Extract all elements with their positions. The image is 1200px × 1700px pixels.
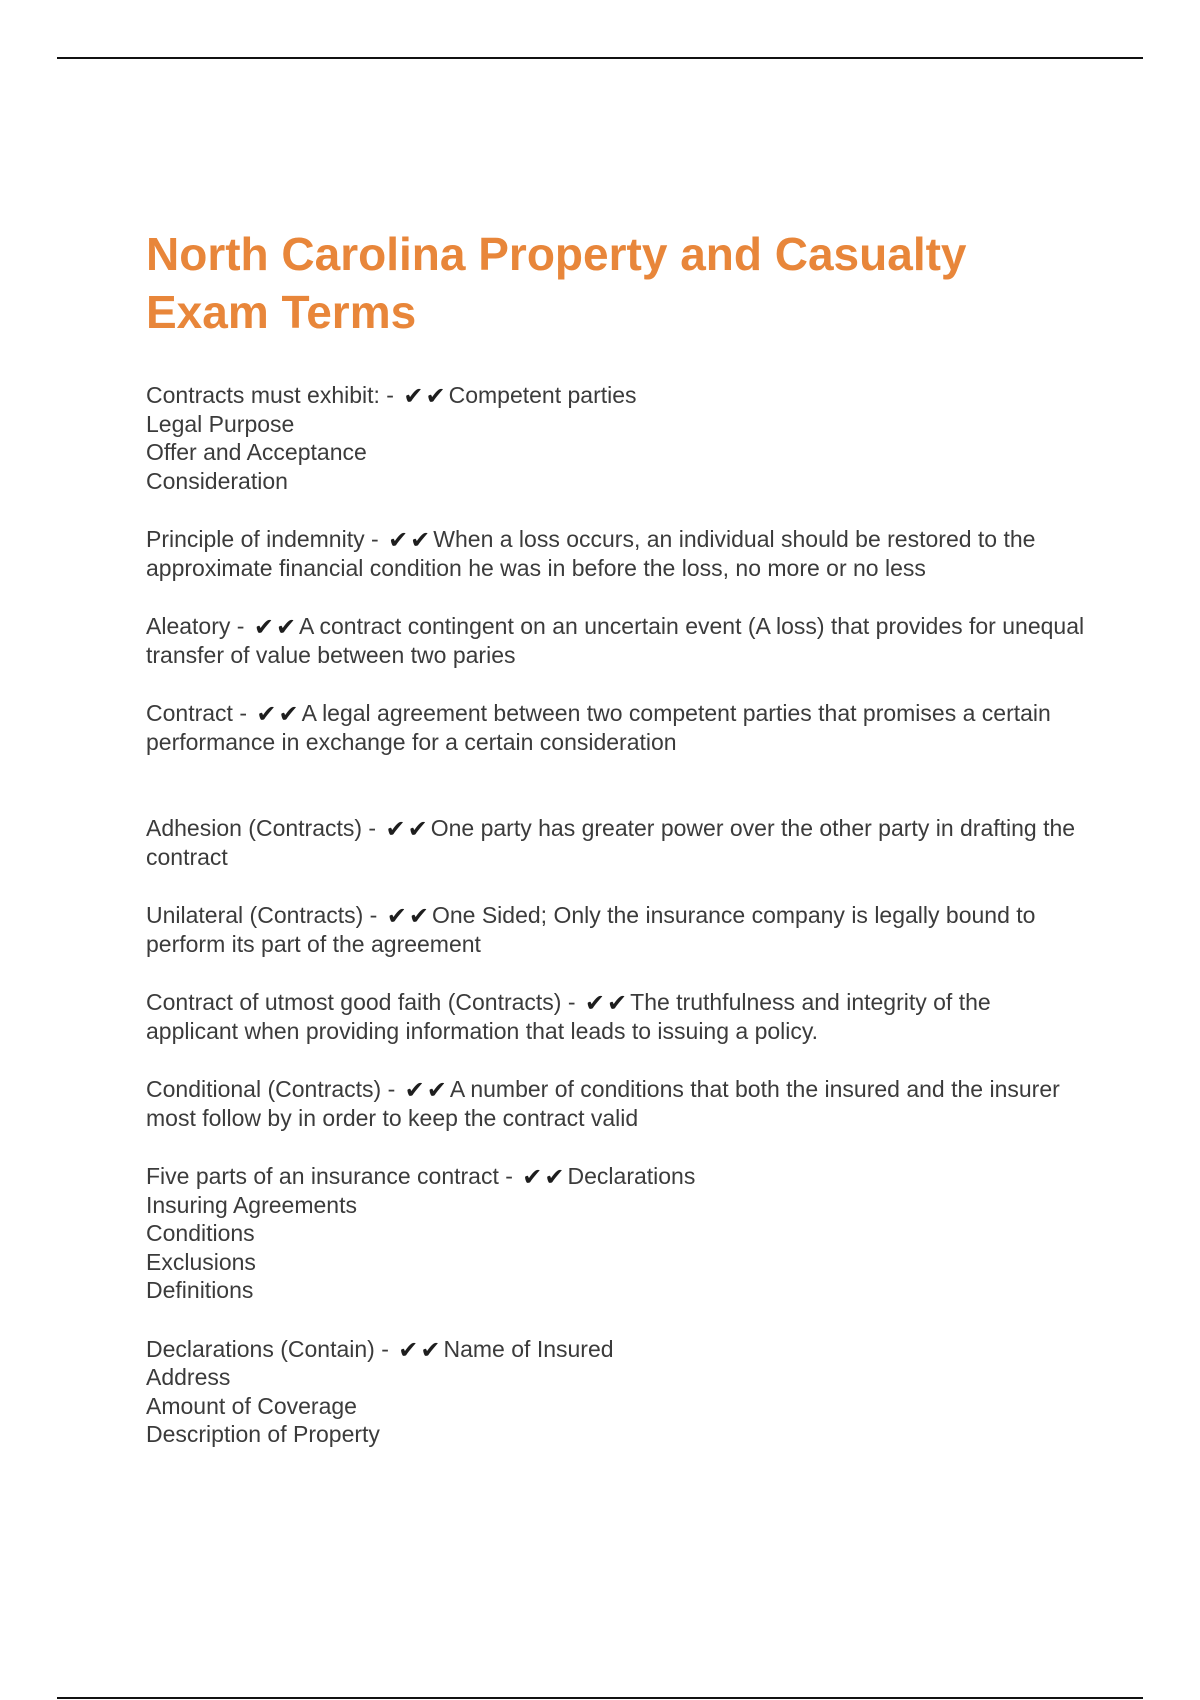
check-icon: ✔	[408, 902, 429, 930]
term-separator: -	[374, 1335, 396, 1362]
term-definition-line: Definitions	[146, 1277, 254, 1303]
term-definition: A legal agreement between two competent parties that promises a certain performance in exchange for a certain consideration	[146, 700, 1051, 755]
term-name: Adhesion (Contracts)	[146, 815, 363, 841]
top-rule	[57, 57, 1143, 59]
term-definition-line: Description of Property	[146, 1421, 380, 1447]
term-definition-line: Insuring Agreements	[146, 1191, 357, 1218]
term-definition-line: Consideration	[146, 467, 288, 494]
document-body	[146, 225, 1086, 1479]
term-entry	[146, 814, 1086, 871]
term-name: Aleatory	[146, 613, 231, 639]
term-entry	[146, 525, 1086, 582]
term-entry	[146, 901, 1086, 958]
term-definition-line: Conditions	[146, 1220, 255, 1246]
term-separator: -	[498, 1163, 520, 1189]
term-definition: A number of conditions that both the insured and the insurer most follow by in order to keep the contract valid	[146, 1076, 1060, 1131]
check-icon: ✔	[398, 1335, 419, 1364]
term-separator: -	[363, 902, 384, 928]
check-icon: ✔	[407, 815, 428, 843]
term-name: Contracts must exhibit:	[146, 382, 380, 408]
term-definition-line: Address	[146, 1364, 231, 1390]
term-definition-line: Exclusions	[146, 1248, 256, 1275]
bottom-rule	[57, 1697, 1143, 1699]
term-name: Principle of indemnity	[146, 526, 365, 552]
term-definition-line: Competent parties	[448, 382, 637, 408]
term-definition: When a loss occurs, an individual should be restored to the approximate financial condition he was in before the loss, no more or no less	[146, 526, 1036, 581]
check-icon: ✔	[275, 613, 297, 641]
term-name: Contract of utmost good faith (Contracts)	[146, 989, 562, 1015]
term-separator: -	[364, 526, 386, 552]
term-name: Conditional (Contracts)	[146, 1076, 382, 1102]
term-separator: -	[381, 1076, 402, 1102]
term-entry	[146, 381, 1086, 495]
check-icon: ✔	[256, 700, 277, 728]
check-icon: ✔	[278, 700, 299, 728]
term-definition: The truthfulness and integrity of the applicant when providing information that leads to issuing a policy.	[146, 989, 991, 1044]
term-separator: -	[561, 989, 582, 1015]
term-entry	[146, 612, 1086, 669]
check-icon: ✔	[410, 526, 431, 554]
term-separator: -	[379, 382, 401, 408]
term-name: Declarations (Contain)	[146, 1335, 375, 1362]
check-icon: ✔	[385, 815, 406, 843]
check-icon: ✔	[388, 526, 409, 554]
term-definition-line: Name of Insured	[443, 1335, 614, 1362]
check-icon: ✔	[253, 613, 274, 641]
term-definition: One party has greater power over the other party in drafting the contract	[146, 815, 1076, 870]
term-entry	[146, 1075, 1086, 1132]
term-definition-line: Amount of Coverage	[146, 1392, 357, 1419]
term-entry	[146, 1335, 1086, 1449]
check-icon: ✔	[386, 902, 407, 930]
check-icon: ✔	[522, 1163, 543, 1191]
term-name: Unilateral (Contracts)	[146, 902, 364, 928]
term-definition: A contract contingent on an uncertain event (A loss) that provides for unequal transfer of value between two paries	[146, 613, 1085, 668]
term-entry	[146, 699, 1086, 756]
check-icon: ✔	[425, 382, 446, 410]
check-icon: ✔	[420, 1335, 441, 1364]
term-definition-line: Offer and Acceptance	[146, 439, 367, 465]
term-definition-line: Legal Purpose	[146, 410, 295, 437]
check-icon: ✔	[403, 382, 424, 410]
check-icon: ✔	[426, 1076, 447, 1104]
term-definition: One Sided; Only the insurance company is legally bound to perform its part of the agreement	[146, 902, 1036, 957]
term-entry	[146, 1162, 1086, 1305]
check-icon: ✔	[404, 1076, 425, 1104]
term-name: Five parts of an insurance contract	[146, 1163, 499, 1189]
term-name: Contract	[146, 700, 233, 726]
term-separator: -	[362, 815, 383, 841]
page-title: North Carolina Property and Casualty Exam Terms	[146, 228, 967, 338]
check-icon: ✔	[544, 1163, 565, 1191]
term-entry	[146, 988, 1086, 1045]
check-icon: ✔	[584, 989, 606, 1017]
term-separator: -	[232, 700, 254, 726]
check-icon: ✔	[607, 989, 628, 1017]
term-definition-line: Declarations	[567, 1163, 696, 1189]
term-separator: -	[230, 613, 251, 639]
